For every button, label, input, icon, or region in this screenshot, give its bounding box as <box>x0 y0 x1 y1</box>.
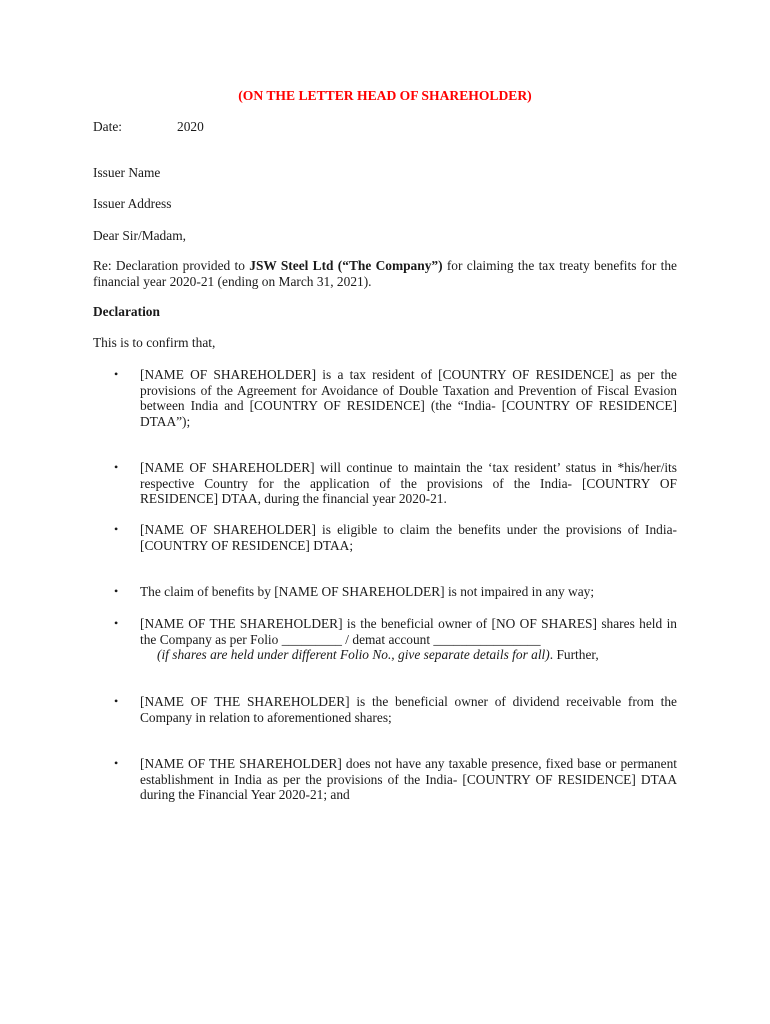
date-value: 2020 <box>177 119 204 134</box>
issuer-name: Issuer Name <box>93 165 161 180</box>
bullet-icon: • <box>114 694 119 708</box>
bullet-icon: • <box>114 616 119 630</box>
letterhead-title: (ON THE LETTER HEAD OF SHAREHOLDER) <box>238 88 532 103</box>
bullet-icon: • <box>114 460 119 474</box>
bullet-icon: • <box>114 756 119 770</box>
declaration-heading: Declaration <box>93 304 160 319</box>
list-item <box>93 694 677 725</box>
company-name: JSW Steel Ltd (“The Company”) <box>249 258 443 273</box>
list-item-main-text: [NAME OF THE SHAREHOLDER] is the beneficial owner of [NO OF SHARES] shares held in the Company as per Folio _________ / demat account ________________ <box>140 616 677 647</box>
bullet-icon: • <box>114 522 119 536</box>
date-label: Date: <box>93 119 122 134</box>
list-item-text <box>140 616 677 663</box>
list-item <box>93 584 677 600</box>
list-item <box>93 756 677 803</box>
date-row <box>93 119 204 135</box>
bullet-icon: • <box>114 367 119 381</box>
folio-note-suffix: . Further, <box>549 647 599 663</box>
bullet-icon: • <box>114 584 119 598</box>
subject-suffix: for claiming the tax treaty benefits for the financial year 2020-21 (ending on March 31, 2021). <box>93 258 677 289</box>
list-item <box>93 367 677 429</box>
list-item-text: [NAME OF THE SHAREHOLDER] does not have any taxable presence, fixed base or permanent establishment in India as per the provisions of the India- [COUNTRY OF RESIDENCE] DTAA during the Financial Year 2020-21; and <box>140 756 677 803</box>
list-item-text: [NAME OF SHAREHOLDER] will continue to maintain the ‘tax resident’ status in *his/her/its respective Country for the application of the provisions of the India- [COUNTRY OF RESIDENCE] DTAA, during the financial year 2020-21. <box>140 460 677 507</box>
list-item <box>93 616 677 663</box>
list-item-text: [NAME OF THE SHAREHOLDER] is the beneficial owner of dividend receivable from the Company in relation to aforementioned shares; <box>140 694 677 725</box>
intro-text: This is to confirm that, <box>93 335 216 350</box>
list-item <box>93 460 677 507</box>
subject-prefix: Re: Declaration provided to <box>93 258 250 273</box>
list-item-text: [NAME OF SHAREHOLDER] is a tax resident of [COUNTRY OF RESIDENCE] as per the provisions of the Agreement for Avoidance of Double Taxation and Prevention of Fiscal Evasion between India and [COUNTRY OF RESIDENCE] (the “India- [COUNTRY OF RESIDENCE] DTAA”); <box>140 367 677 429</box>
list-item-text: The claim of benefits by [NAME OF SHAREHOLDER] is not impaired in any way; <box>140 584 595 599</box>
salutation: Dear Sir/Madam, <box>93 228 186 243</box>
folio-note: (if shares are held under different Folio No., give separate details for all) <box>157 647 550 663</box>
list-item <box>93 522 677 553</box>
list-item-text: [NAME OF SHAREHOLDER] is eligible to claim the benefits under the provisions of India-[COUNTRY OF RESIDENCE] DTAA; <box>140 522 677 553</box>
issuer-address: Issuer Address <box>93 196 172 211</box>
list-item-note <box>140 647 677 663</box>
subject-line <box>93 258 677 289</box>
